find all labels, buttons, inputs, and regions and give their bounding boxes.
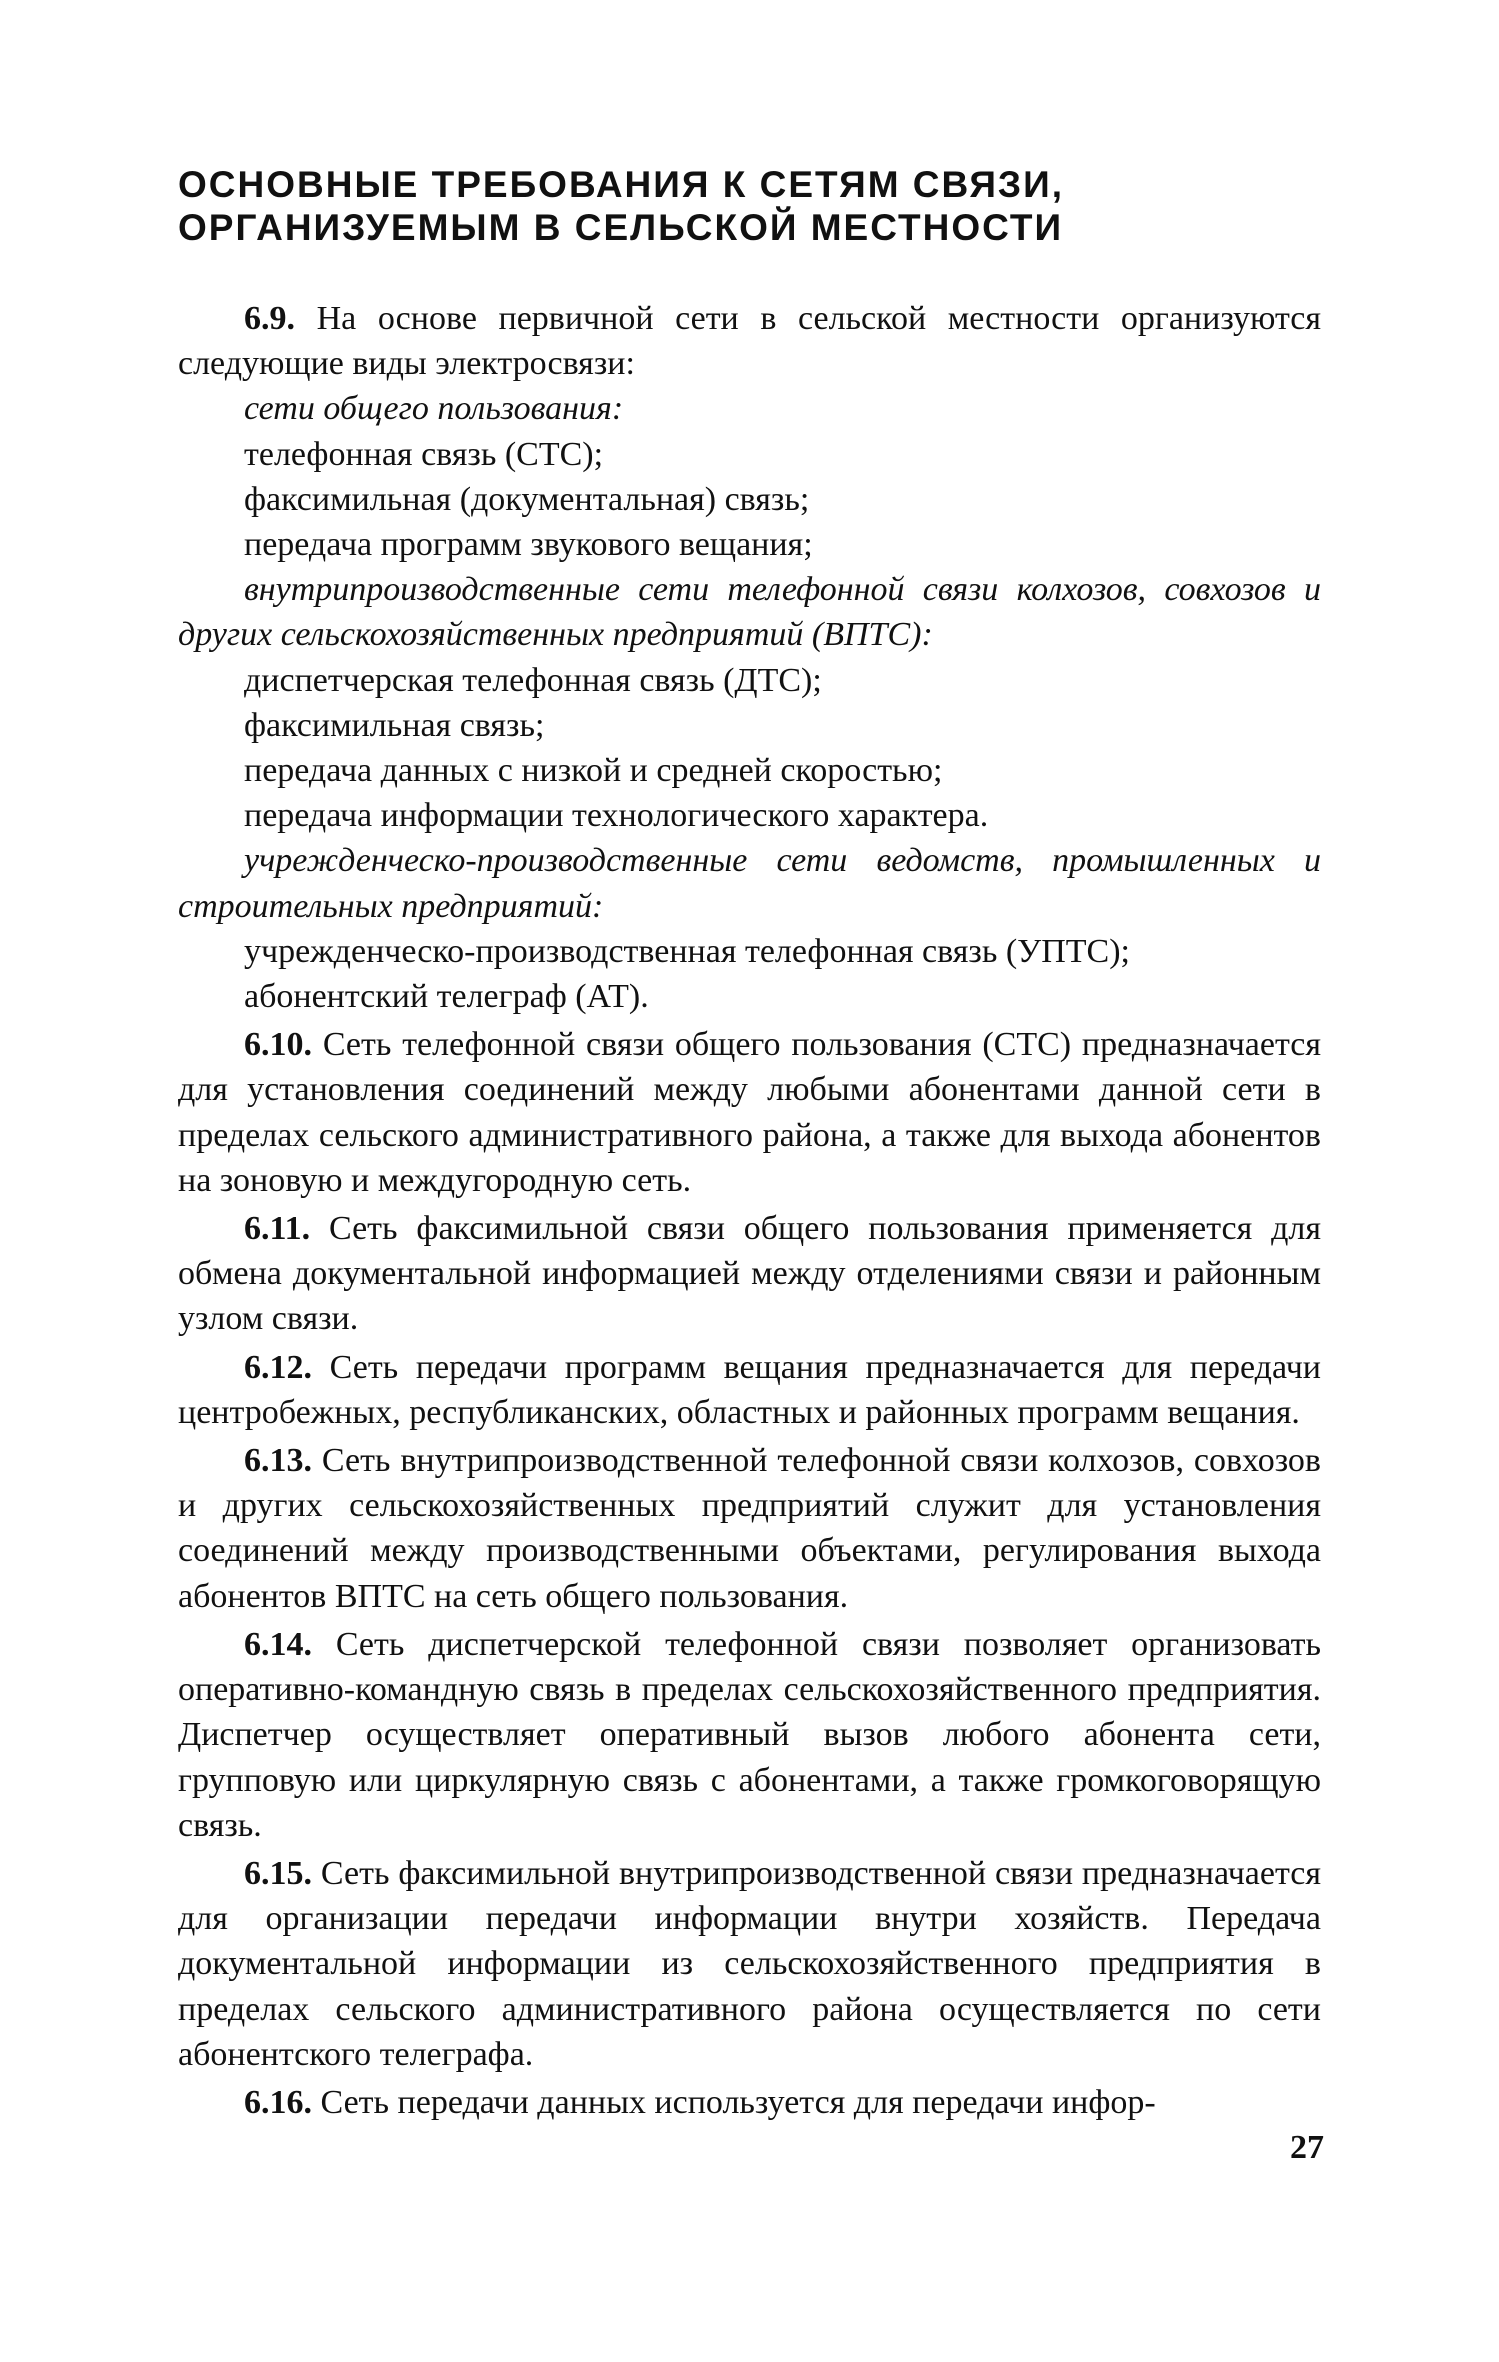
group-title-vpts: внутрипроизводственные сети телефонной связи колхозов, совхозов и других сельскохозяйственных предприятий (ВПТС): — [178, 571, 1321, 654]
heading-line-1: ОСНОВНЫЕ ТРЕБОВАНИЯ К СЕТЯМ СВЯЗИ, — [178, 164, 1064, 205]
group-title-public-networks: сети общего пользования: — [244, 390, 624, 428]
list-item: передача данных с низкой и средней скоростью; — [244, 752, 943, 790]
paragraph-number: 6.15. — [244, 1854, 312, 1892]
list-item: факсимильная (документальная) связь; — [244, 480, 810, 518]
list-item: учрежденческо-производственная телефонная связь (УПТС); — [244, 932, 1130, 970]
paragraph-text: Сеть внутрипроизводственной телефонной связи колхозов, совхозов и других сельскохозяйственных предприятий служит для установления соединений между производственными объектами, регулирования выхода абонентов ВПТС на сеть общего пользования. — [178, 1442, 1321, 1615]
paragraph-number: 6.10. — [244, 1026, 312, 1064]
paragraph-6-13 — [178, 1438, 1321, 1619]
paragraph-number: 6.14. — [244, 1625, 312, 1663]
paragraph-6-16 — [178, 2080, 1321, 2125]
paragraph-6-10 — [178, 1022, 1321, 1203]
group-title-institutional: учрежденческо-производственные сети ведомств, промышленных и строительных предприятий: — [178, 842, 1321, 925]
paragraph-text: Сеть диспетчерской телефонной связи позволяет организовать оперативно-командную связь в пределах сельскохозяйственного предприятия. Диспетчер осуществляет оперативный вызов любого абонента сети, групповую или циркулярную связь с абонентами, а также громкоговорящую связь. — [178, 1625, 1321, 1844]
paragraph-text: Сеть факсимильной внутрипроизводственной связи предназначается для организации передачи информации внутри хозяйств. Передача документальной информации из сельскохозяйственного предприятия в пределах сельского административного района осуществляется по сети абонентского телеграфа. — [178, 1854, 1321, 2073]
paragraph-6-14 — [178, 1622, 1321, 1848]
paragraph-number: 6.9. — [244, 300, 295, 337]
list-item: факсимильная связь; — [244, 706, 545, 744]
paragraph-text: Сеть передачи программ вещания предназначается для передачи центробежных, республиканских, областных и районных программ вещания. — [178, 1348, 1321, 1431]
list-item: передача программ звукового вещания; — [244, 526, 813, 564]
list-item: передача информации технологического характера. — [244, 797, 989, 835]
body-text — [178, 296, 1321, 2125]
list-item: телефонная связь (СТС); — [244, 435, 604, 473]
paragraph-text: На основе первичной сети в сельской местности организуются следующие виды электросвязи: — [178, 300, 1321, 383]
paragraph-number: 6.12. — [244, 1348, 312, 1386]
heading-line-2: ОРГАНИЗУЕМЫМ В СЕЛЬСКОЙ МЕСТНОСТИ — [178, 207, 1064, 248]
list-item: абонентский телеграф (АТ). — [244, 978, 649, 1016]
paragraph-text: Сеть передачи данных используется для передачи инфор- — [320, 2083, 1156, 2121]
list-item: диспетчерская телефонная связь (ДТС); — [244, 661, 822, 699]
paragraph-6-12 — [178, 1345, 1321, 1435]
page-number: 27 — [1290, 2129, 1324, 2166]
paragraph-6-9 — [178, 296, 1321, 386]
paragraph-text: Сеть телефонной связи общего пользования (СТС) предназначается для установления соединений между любыми абонентами данной сети в пределах сельского административного района, а также для выхода абонентов на зоновую и междугородную сеть. — [178, 1026, 1321, 1199]
paragraph-number: 6.13. — [244, 1442, 312, 1480]
paragraph-number: 6.11. — [244, 1210, 311, 1248]
paragraph-text: Сеть факсимильной связи общего пользования применяется для обмена документальной информацией между отделениями связи и районным узлом связи. — [178, 1210, 1322, 1338]
paragraph-6-11 — [178, 1206, 1321, 1342]
paragraph-number: 6.16. — [244, 2083, 312, 2121]
section-heading — [178, 163, 1358, 249]
paragraph-6-15 — [178, 1851, 1321, 2077]
